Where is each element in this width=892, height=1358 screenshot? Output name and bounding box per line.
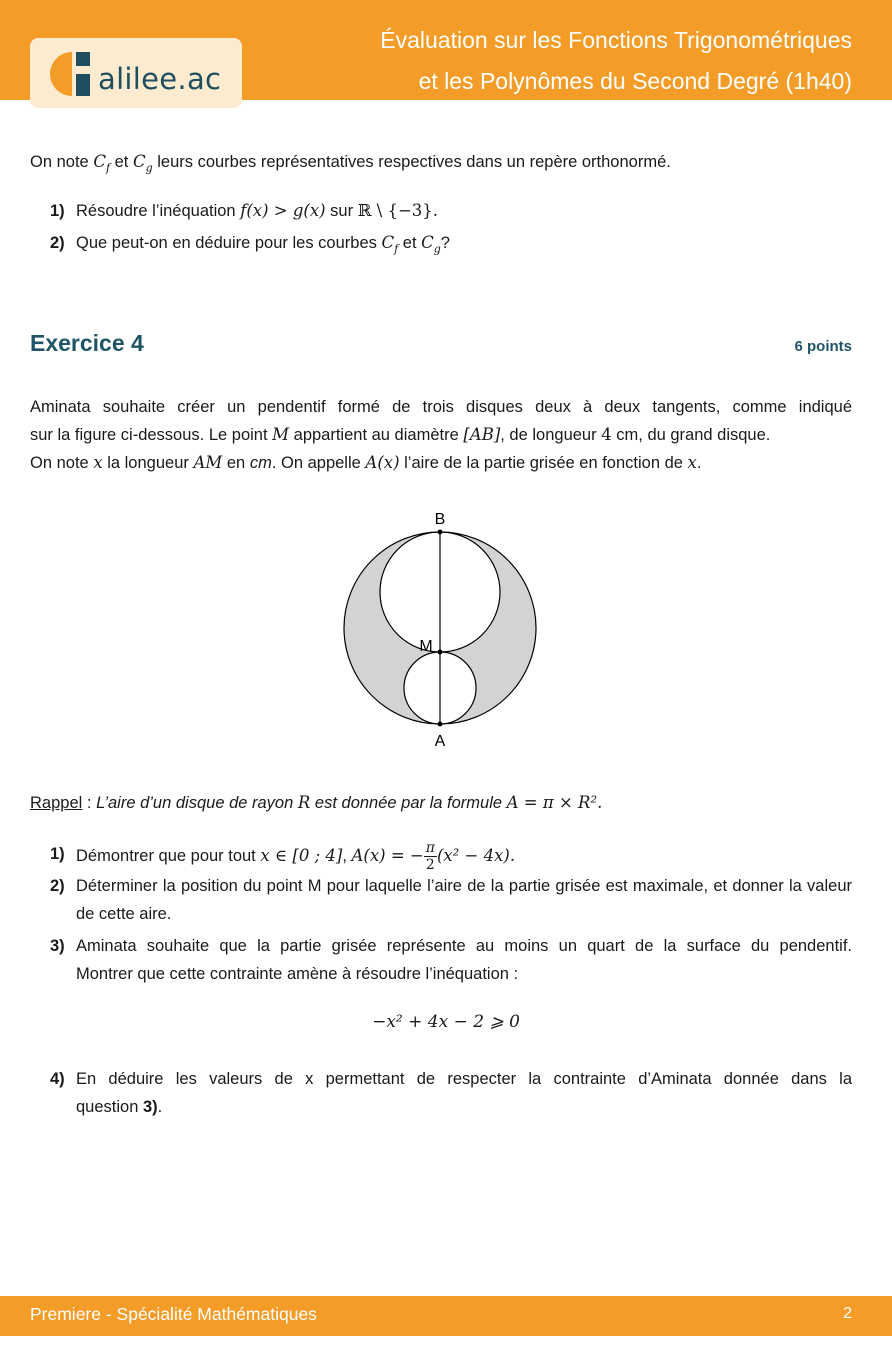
list-item: 2) Que peut-on en déduire pour les courbes $C_f$ et $C_g$? <box>50 233 450 256</box>
footer-label: Premiere - Spécialité Mathématiques <box>30 1304 317 1324</box>
rappel: Rappel : L’aire d’un disque de rayon R est donnée par la formule A = π × R². <box>30 793 603 812</box>
page-number: 2 <box>843 1305 852 1322</box>
pendant-figure <box>330 505 550 755</box>
logo-text: alilee.ac <box>98 62 222 96</box>
label-m: M <box>419 638 433 655</box>
logo <box>30 38 242 108</box>
page-footer <box>0 1296 892 1336</box>
galilee-logo-icon <box>48 48 96 98</box>
point-b <box>438 530 443 535</box>
curve-cg: $C_g$ <box>132 152 153 175</box>
rappel-label: Rappel <box>30 794 83 812</box>
label-b: B <box>434 511 446 528</box>
label-a: A <box>434 733 446 750</box>
exercise-title: Exercice 4 <box>30 330 144 356</box>
page-header <box>0 0 892 100</box>
curve-cf: $C_f$ <box>93 152 111 175</box>
document-title <box>380 20 852 102</box>
title-line-2: et les Polynômes du Second Degré (1h40) <box>418 68 852 94</box>
point-a <box>438 722 443 727</box>
list-item: 1) Résoudre l’inéquation f(x) > g(x) sur ℝ \ {−3}. <box>50 201 439 220</box>
inequation: −x² + 4x − 2 ⩾ 0 <box>372 1012 520 1032</box>
statement-line-3: On note x la longueur AM en cm. On appelle A(x) l’aire de la partie grisée en fonction de x. <box>30 453 702 472</box>
list-item: 1) Démontrer que pour tout x ∈ [0 ; 4], A(x) = − $\frac{\pi}{2}$ (x² − 4x). <box>50 840 516 873</box>
statement-line-1: Aminata souhaite créer un pendentif formé de trois disques deux à deux tangents, comme indiqué <box>30 398 852 416</box>
title-line-1: Évaluation sur les Fonctions Trigonométriques <box>380 27 852 53</box>
exercise-points: 6 points <box>794 338 852 355</box>
list-item: 4) En déduire les valeurs de x permettant de respecter la contrainte d’Aminata donnée dans la question 3). <box>50 1070 852 1116</box>
list-item: 3) Aminata souhaite que la partie grisée représente au moins un quart de la surface du pendentif. Montrer que cette contrainte amène à résoudre l’inéquation : <box>50 937 852 983</box>
list-item: 2) Déterminer la position du point M pour laquelle l’aire de la partie grisée est maximale, et donner la valeur de cette aire. <box>50 877 852 923</box>
statement-line-2: sur la figure ci-dessous. Le point M appartient au diamètre [AB], de longueur 4 cm, du grand disque. <box>30 425 771 444</box>
point-m <box>438 650 443 655</box>
intro-text: On note $C_f$ et $C_g$ leurs courbes représentatives respectives dans un repère orthonormé. <box>30 152 671 175</box>
